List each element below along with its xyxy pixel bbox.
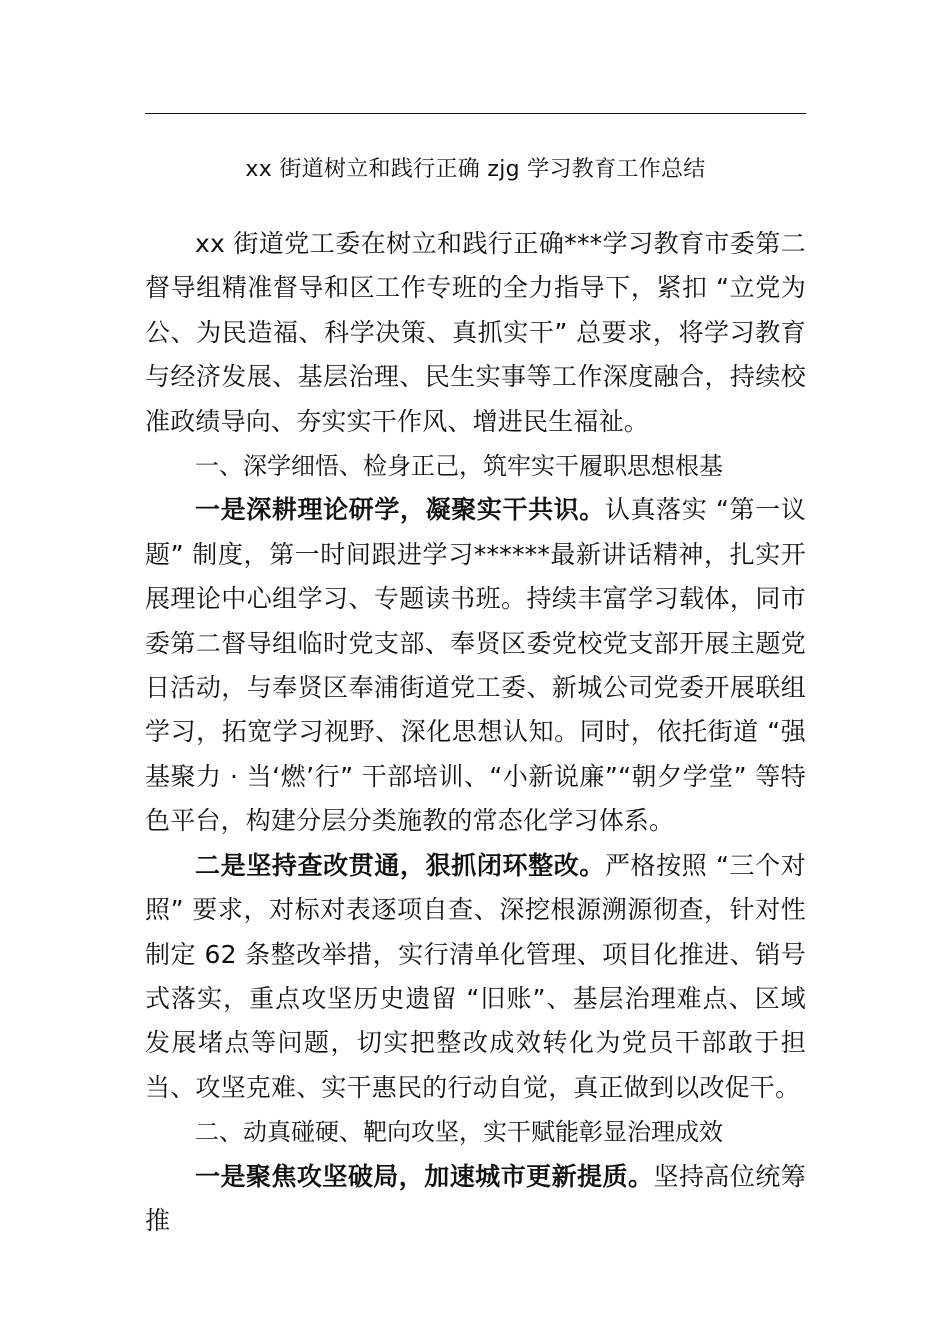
section-2-item-1 [145,1155,806,1244]
section-1-item-2 [145,844,806,1110]
section-2-item-1-lead: 一是聚焦攻坚破局，加速城市更新提质。 [195,1161,654,1191]
intro-paragraph: xx 街道党工委在树立和践行正确***学习教育市委第二督导组精准督导和区工作专班的全力指导下，紧扣 “立党为公、为民造福、科学决策、真抓实干” 总要求，将学习教育与经济发展、基层治理、民生实事等工作深度融合，持续校准政绩导向、夯实实干作风、增进民生福祉。 [145,229,806,436]
document-body [145,222,806,1243]
section-1-item-1-text: 认真落实 “第一议题” 制度，第一时间跟进学习******最新讲话精神，扎实开展理论中心组学习、专题读书班。持续丰富学习载体，同市委第二督导组临时党支部、奉贤区委党校党支部开展主题党日活动，与奉贤区奉浦街道党工委、新城公司党委开展联组学习，拓宽学习视野、深化思想认知。同时，依托街道 “强基聚力 · 当‘燃’行” 干部培训、“小新说廉”“朝夕学堂” 等特色平台，构建分层分类施教的常态化学习体系。 [145,495,807,836]
section-1-item-2-text: 严格按照 “三个对照” 要求，对标对表逐项自查、深挖根源溯源彻查，针对性制定 62 条整改举措，实行清单化管理、项目化推进、销号式落实，重点攻坚历史遗留 “旧账”、基层治理难点、区域发展堵点等问题，切实把整改成效转化为党员干部敢于担当、攻坚克难、实干惠民的行动自觉，真正做到以改促干。 [145,850,807,1102]
section-1-item-1 [145,488,806,843]
section-1-item-2-lead: 二是坚持查改贯通，狠抓闭环整改。 [195,850,605,880]
section-1-heading: 一、深学细悟、检身正己，筑牢实干履职思想根基 [195,452,723,481]
section-2-item-1-text: 坚持高位统筹推 [145,1161,806,1235]
header-rule [145,113,806,114]
section-1-item-1-lead: 一是深耕理论研学，凝聚实干共识。 [195,495,605,525]
section-2-heading: 二、动真碰硬、靶向攻坚，实干赋能彰显治理成效 [195,1118,723,1147]
document-title: xx 街道树立和践行正确 zjg 学习教育工作总结 [245,157,706,182]
